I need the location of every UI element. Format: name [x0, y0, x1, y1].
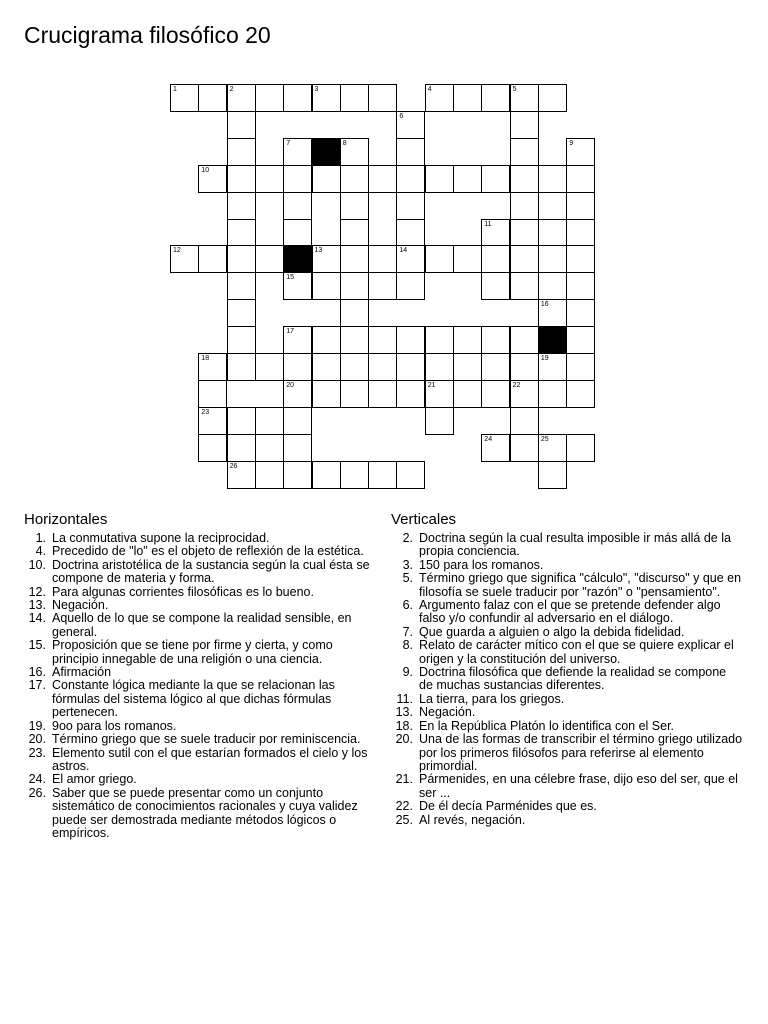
clue-number: 21.	[395, 772, 413, 787]
clue-text: Relato de carácter mítico con el que se quiere explicar el origen y la constitución del universo.	[419, 638, 734, 666]
grid-cell[interactable]	[566, 326, 595, 354]
grid-cell[interactable]	[481, 165, 510, 193]
clue-number: 12.	[28, 584, 46, 599]
grid-cell[interactable]	[227, 353, 256, 381]
page-title: Crucigrama filosófico 20	[24, 22, 271, 48]
grid-cell[interactable]	[453, 326, 482, 354]
grid-cell[interactable]	[453, 84, 482, 112]
black-cell	[312, 138, 341, 166]
clue-number: 11.	[396, 691, 413, 706]
clue-text: En la República Platón lo identifica con el Ser.	[419, 718, 675, 733]
clue-item	[391, 599, 743, 626]
clue-item	[391, 532, 743, 559]
grid-cell[interactable]	[510, 219, 539, 247]
grid-cell[interactable]	[566, 299, 595, 327]
clue-text: Una de las formas de transcribir el término griego utilizado por los primeros filósofos para referirse al elemento primordial.	[419, 732, 743, 773]
clue-item	[391, 626, 743, 639]
grid-cell[interactable]	[227, 245, 256, 273]
clue-text: La tierra, para los griegos.	[419, 691, 565, 706]
grid-cell[interactable]	[566, 434, 595, 462]
grid-cell[interactable]	[312, 353, 341, 381]
cell-number: 1	[173, 86, 177, 93]
clue-item	[391, 800, 743, 813]
grid-cell[interactable]	[396, 138, 425, 166]
grid-cell[interactable]	[396, 326, 425, 354]
cell-number: 11	[484, 220, 492, 228]
grid-cell[interactable]	[566, 192, 595, 220]
grid-cell[interactable]	[510, 165, 539, 193]
grid-cell[interactable]	[510, 111, 539, 139]
clue-text: Saber que se puede presentar como un conjunto sistemático de conocimientos racionales y cuya validez puede ser demostrada mediante métodos lógicos o empíricos.	[52, 785, 358, 840]
grid-cell[interactable]	[510, 245, 539, 273]
clue-item	[24, 773, 376, 786]
clue-number: 20.	[395, 732, 413, 747]
clue-text: Doctrina aristotélica de la sustancia según la cual ésta se compone de materia y forma.	[52, 557, 370, 586]
grid-cell[interactable]	[566, 353, 595, 381]
clue-text: Para algunas corrientes filosóficas es lo bueno.	[52, 584, 314, 599]
grid-cell[interactable]	[368, 245, 397, 273]
clue-text: Al revés, negación.	[419, 812, 526, 827]
grid-cell[interactable]	[198, 380, 227, 408]
clue-number: 26.	[28, 785, 46, 800]
grid-cell[interactable]	[368, 353, 397, 381]
cell-number: 24	[484, 435, 493, 443]
clue-item	[391, 572, 743, 599]
grid-cell[interactable]	[510, 353, 539, 381]
cell-number: 5	[512, 86, 517, 93]
grid-cell[interactable]	[453, 165, 482, 193]
grid-cell[interactable]	[340, 380, 369, 408]
grid-cell[interactable]	[227, 138, 256, 166]
grid-cell[interactable]	[566, 272, 595, 300]
grid-cell[interactable]	[255, 461, 284, 489]
clue-number: 17.	[28, 678, 46, 693]
clue-item	[24, 532, 376, 545]
clue-number: 1.	[35, 531, 46, 545]
clue-text: Negación.	[419, 705, 476, 720]
grid-cell[interactable]	[453, 353, 482, 381]
cell-number: 4	[427, 86, 432, 93]
grid-cell[interactable]	[396, 219, 425, 247]
grid-cell[interactable]	[170, 84, 199, 112]
grid-cell[interactable]	[453, 245, 482, 273]
clue-item	[24, 747, 376, 774]
grid-cell[interactable]	[227, 219, 256, 247]
clue-text: Doctrina filosófica que defiende la realidad se compone de muchas sustancias diferentes.	[419, 665, 727, 693]
grid-cell[interactable]	[425, 245, 454, 273]
clue-text: Precedido de "lo" es el objeto de reflexión de la estética.	[52, 544, 364, 559]
grid-cell[interactable]	[312, 272, 341, 300]
grid-cell[interactable]	[227, 407, 256, 435]
grid-cell[interactable]	[425, 407, 454, 435]
grid-cell[interactable]	[255, 407, 284, 435]
grid-cell[interactable]	[227, 299, 256, 327]
grid-cell[interactable]	[481, 380, 510, 408]
grid-cell[interactable]	[227, 326, 256, 354]
clue-item	[391, 706, 743, 719]
grid-cell[interactable]	[453, 380, 482, 408]
grid-cell[interactable]	[340, 192, 369, 220]
grid-cell[interactable]	[312, 165, 341, 193]
grid-cell[interactable]	[283, 380, 312, 408]
grid-cell[interactable]	[396, 165, 425, 193]
clue-text: Elemento sutil con el que estarían formados el cielo y los astros.	[52, 745, 368, 773]
cell-number: 23	[201, 408, 210, 416]
clue-text: Afirmación	[52, 665, 112, 680]
grid-cell[interactable]	[510, 326, 539, 354]
grid-cell[interactable]	[566, 165, 595, 193]
grid-cell[interactable]	[340, 353, 369, 381]
grid-cell[interactable]	[283, 165, 312, 193]
grid-cell[interactable]	[538, 461, 567, 489]
grid-cell[interactable]	[283, 192, 312, 220]
grid-cell[interactable]	[255, 245, 284, 273]
cell-number: 7	[286, 139, 291, 147]
grid-cell[interactable]	[396, 111, 425, 139]
clue-number: 13.	[395, 705, 413, 720]
clue-number: 9.	[402, 665, 413, 680]
grid-cell[interactable]	[198, 165, 227, 193]
grid-cell[interactable]	[198, 245, 227, 273]
clue-text: El amor griego.	[52, 772, 137, 787]
grid-cell[interactable]	[283, 353, 312, 381]
grid-cell[interactable]	[283, 407, 312, 435]
clue-item	[24, 586, 376, 599]
grid-cell[interactable]	[283, 138, 312, 166]
grid-cell[interactable]	[566, 245, 595, 273]
clue-number: 14.	[28, 611, 46, 626]
clue-text: Proposición que se tiene por firme y cierta, y como principio innegable de una religión o una ciencia.	[52, 638, 333, 666]
grid-cell[interactable]	[255, 353, 284, 381]
grid-cell[interactable]	[396, 380, 425, 408]
clue-item	[24, 639, 376, 666]
grid-cell[interactable]	[198, 353, 227, 381]
grid-cell[interactable]	[283, 326, 312, 354]
clue-text: La conmutativa supone la reciprocidad.	[52, 531, 270, 545]
clue-text: Negación.	[52, 598, 109, 613]
clue-item	[391, 693, 743, 706]
grid-cell[interactable]	[340, 245, 369, 273]
grid-cell[interactable]	[368, 326, 397, 354]
clue-number: 4.	[35, 544, 46, 559]
cell-number: 3	[314, 86, 319, 93]
grid-cell[interactable]	[538, 434, 567, 462]
across-heading: Horizontales	[24, 511, 108, 528]
cell-number: 12	[173, 247, 181, 255]
grid-cell[interactable]	[510, 84, 539, 112]
clue-number: 18.	[395, 718, 413, 733]
grid-cell[interactable]	[510, 192, 539, 220]
clue-item	[24, 545, 376, 558]
clue-text: Que guarda a alguien o algo la debida fidelidad.	[419, 624, 685, 639]
grid-cell[interactable]	[312, 84, 341, 112]
clue-item	[24, 612, 376, 639]
grid-cell[interactable]	[340, 272, 369, 300]
clue-text: Doctrina según la cual resulta imposible ir más allá de la propia conciencia.	[419, 531, 731, 559]
cell-number: 10	[201, 166, 210, 174]
clue-number: 19.	[28, 718, 46, 733]
grid-cell[interactable]	[481, 434, 510, 462]
cell-number: 20	[286, 381, 294, 389]
grid-cell[interactable]	[481, 326, 510, 354]
clue-text: De él decía Parménides que es.	[419, 799, 597, 814]
clue-item	[391, 666, 743, 693]
grid-cell[interactable]	[198, 407, 227, 435]
cell-number: 22	[512, 381, 521, 389]
grid-cell[interactable]	[283, 272, 312, 300]
grid-cell[interactable]	[368, 461, 397, 489]
crossword-grid	[0, 0, 768, 500]
grid-cell[interactable]	[340, 138, 369, 166]
cell-number: 6	[399, 112, 404, 120]
grid-cell[interactable]	[312, 326, 341, 354]
grid-cell[interactable]	[510, 272, 539, 300]
grid-cell[interactable]	[227, 111, 256, 139]
clue-text: Constante lógica mediante la que se relacionan las fórmulas del sistema lógico al que dichas fórmulas pertenecen.	[52, 678, 335, 720]
grid-cell[interactable]	[396, 245, 425, 273]
grid-cell[interactable]	[227, 461, 256, 489]
grid-cell[interactable]	[481, 245, 510, 273]
grid-cell[interactable]	[510, 434, 539, 462]
grid-cell[interactable]	[510, 380, 539, 408]
grid-cell[interactable]	[312, 380, 341, 408]
grid-cell[interactable]	[538, 165, 567, 193]
grid-cell[interactable]	[255, 84, 284, 112]
grid-cell[interactable]	[538, 219, 567, 247]
grid-cell[interactable]	[283, 84, 312, 112]
clue-item	[24, 733, 376, 746]
clue-text: Término griego que significa "cálculo", "discurso" y que en filosofía se suele traducir por "razón" o "pensamiento".	[419, 571, 742, 599]
grid-cell[interactable]	[227, 192, 256, 220]
grid-cell[interactable]	[510, 407, 539, 435]
down-heading: Verticales	[391, 511, 457, 528]
clue-number: 25.	[395, 812, 413, 827]
grid-cell[interactable]	[368, 84, 397, 112]
clue-number: 20.	[28, 732, 46, 747]
grid-cell[interactable]	[425, 165, 454, 193]
cell-number: 13	[314, 247, 323, 255]
black-cell	[538, 326, 567, 354]
clue-number: 5.	[402, 571, 413, 586]
clue-text: Aquello de lo que se compone la realidad sensible, en general.	[52, 611, 352, 639]
cell-number: 8	[342, 139, 347, 147]
grid-cell[interactable]	[255, 165, 284, 193]
grid-cell[interactable]	[227, 434, 256, 462]
grid-cell[interactable]	[425, 380, 454, 408]
cell-number: 2	[229, 86, 234, 93]
clue-item	[391, 639, 743, 666]
grid-cell[interactable]	[425, 353, 454, 381]
grid-cell[interactable]	[340, 84, 369, 112]
grid-cell[interactable]	[538, 299, 567, 327]
grid-cell[interactable]	[340, 219, 369, 247]
clue-number: 2.	[402, 531, 413, 545]
clue-item	[24, 666, 376, 679]
grid-cell[interactable]	[396, 461, 425, 489]
grid-cell[interactable]	[227, 272, 256, 300]
cell-number: 19	[540, 355, 549, 362]
grid-cell[interactable]	[425, 326, 454, 354]
cell-number: 15	[286, 274, 294, 282]
grid-cell[interactable]	[368, 272, 397, 300]
clue-number: 15.	[28, 638, 46, 653]
grid-cell[interactable]	[510, 138, 539, 166]
grid-cell[interactable]	[227, 84, 256, 112]
clue-text: 150 para los romanos.	[419, 557, 544, 572]
clue-item	[391, 720, 743, 733]
clue-text: Pármenides, en una célebre frase, dijo eso del ser, que el ser ...	[419, 772, 738, 800]
grid-cell[interactable]	[481, 219, 510, 247]
cell-number: 17	[286, 328, 294, 336]
grid-cell[interactable]	[283, 461, 312, 489]
clue-number: 24.	[28, 772, 46, 787]
grid-cell[interactable]	[396, 272, 425, 300]
clue-number: 13.	[28, 598, 46, 613]
clue-number: 16.	[28, 665, 46, 680]
grid-cell[interactable]	[255, 434, 284, 462]
grid-cell[interactable]	[368, 380, 397, 408]
cell-number: 18	[201, 355, 210, 362]
clue-text: Argumento falaz con el que se pretende defender algo falso y/o confundir al adversario en el diálogo.	[419, 598, 721, 626]
clue-text: 9oo para los romanos.	[52, 718, 177, 733]
grid-cell[interactable]	[368, 165, 397, 193]
clue-item	[391, 559, 743, 572]
clue-number: 8.	[402, 638, 413, 653]
grid-cell[interactable]	[538, 245, 567, 273]
clue-item	[24, 679, 376, 719]
grid-cell[interactable]	[227, 165, 256, 193]
grid-cell[interactable]	[481, 272, 510, 300]
clue-number: 10.	[28, 557, 46, 572]
grid-cell[interactable]	[340, 461, 369, 489]
grid-cell[interactable]	[340, 299, 369, 327]
grid-cell[interactable]	[312, 461, 341, 489]
clue-item	[24, 720, 376, 733]
cell-number: 14	[399, 247, 408, 255]
cell-number: 21	[427, 381, 436, 389]
grid-cell[interactable]	[538, 353, 567, 381]
cell-number: 26	[229, 462, 238, 470]
clue-number: 23.	[28, 745, 46, 760]
grid-cell[interactable]	[340, 326, 369, 354]
clue-item	[391, 733, 743, 773]
grid-cell[interactable]	[283, 219, 312, 247]
grid-cell[interactable]	[283, 434, 312, 462]
grid-cell[interactable]	[566, 380, 595, 408]
clue-number: 7.	[402, 624, 413, 639]
grid-cell[interactable]	[566, 138, 595, 166]
clue-text: Término griego que se suele traducir por reminiscencia.	[52, 732, 361, 747]
grid-cell[interactable]	[396, 353, 425, 381]
grid-cell[interactable]	[481, 84, 510, 112]
across-clue-list	[24, 532, 376, 840]
grid-cell[interactable]	[198, 434, 227, 462]
cell-number: 16	[540, 301, 549, 309]
grid-cell[interactable]	[198, 84, 227, 112]
cell-number: 25	[540, 435, 549, 443]
grid-cell[interactable]	[538, 380, 567, 408]
grid-cell[interactable]	[566, 219, 595, 247]
grid-cell[interactable]	[481, 353, 510, 381]
clue-item	[24, 599, 376, 612]
grid-cell[interactable]	[396, 192, 425, 220]
clue-number: 3.	[402, 557, 413, 572]
down-clue-list	[391, 532, 743, 827]
grid-cell[interactable]	[425, 84, 454, 112]
black-cell	[283, 245, 312, 273]
grid-cell[interactable]	[312, 245, 341, 273]
clue-item	[391, 773, 743, 800]
grid-cell[interactable]	[538, 84, 567, 112]
grid-cell[interactable]	[340, 165, 369, 193]
grid-cell[interactable]	[170, 245, 199, 273]
clue-number: 22.	[395, 799, 413, 814]
clue-number: 6.	[402, 598, 413, 613]
clue-item	[391, 814, 743, 827]
clue-item	[24, 787, 376, 841]
clue-item	[24, 559, 376, 586]
cell-number: 9	[569, 139, 574, 147]
